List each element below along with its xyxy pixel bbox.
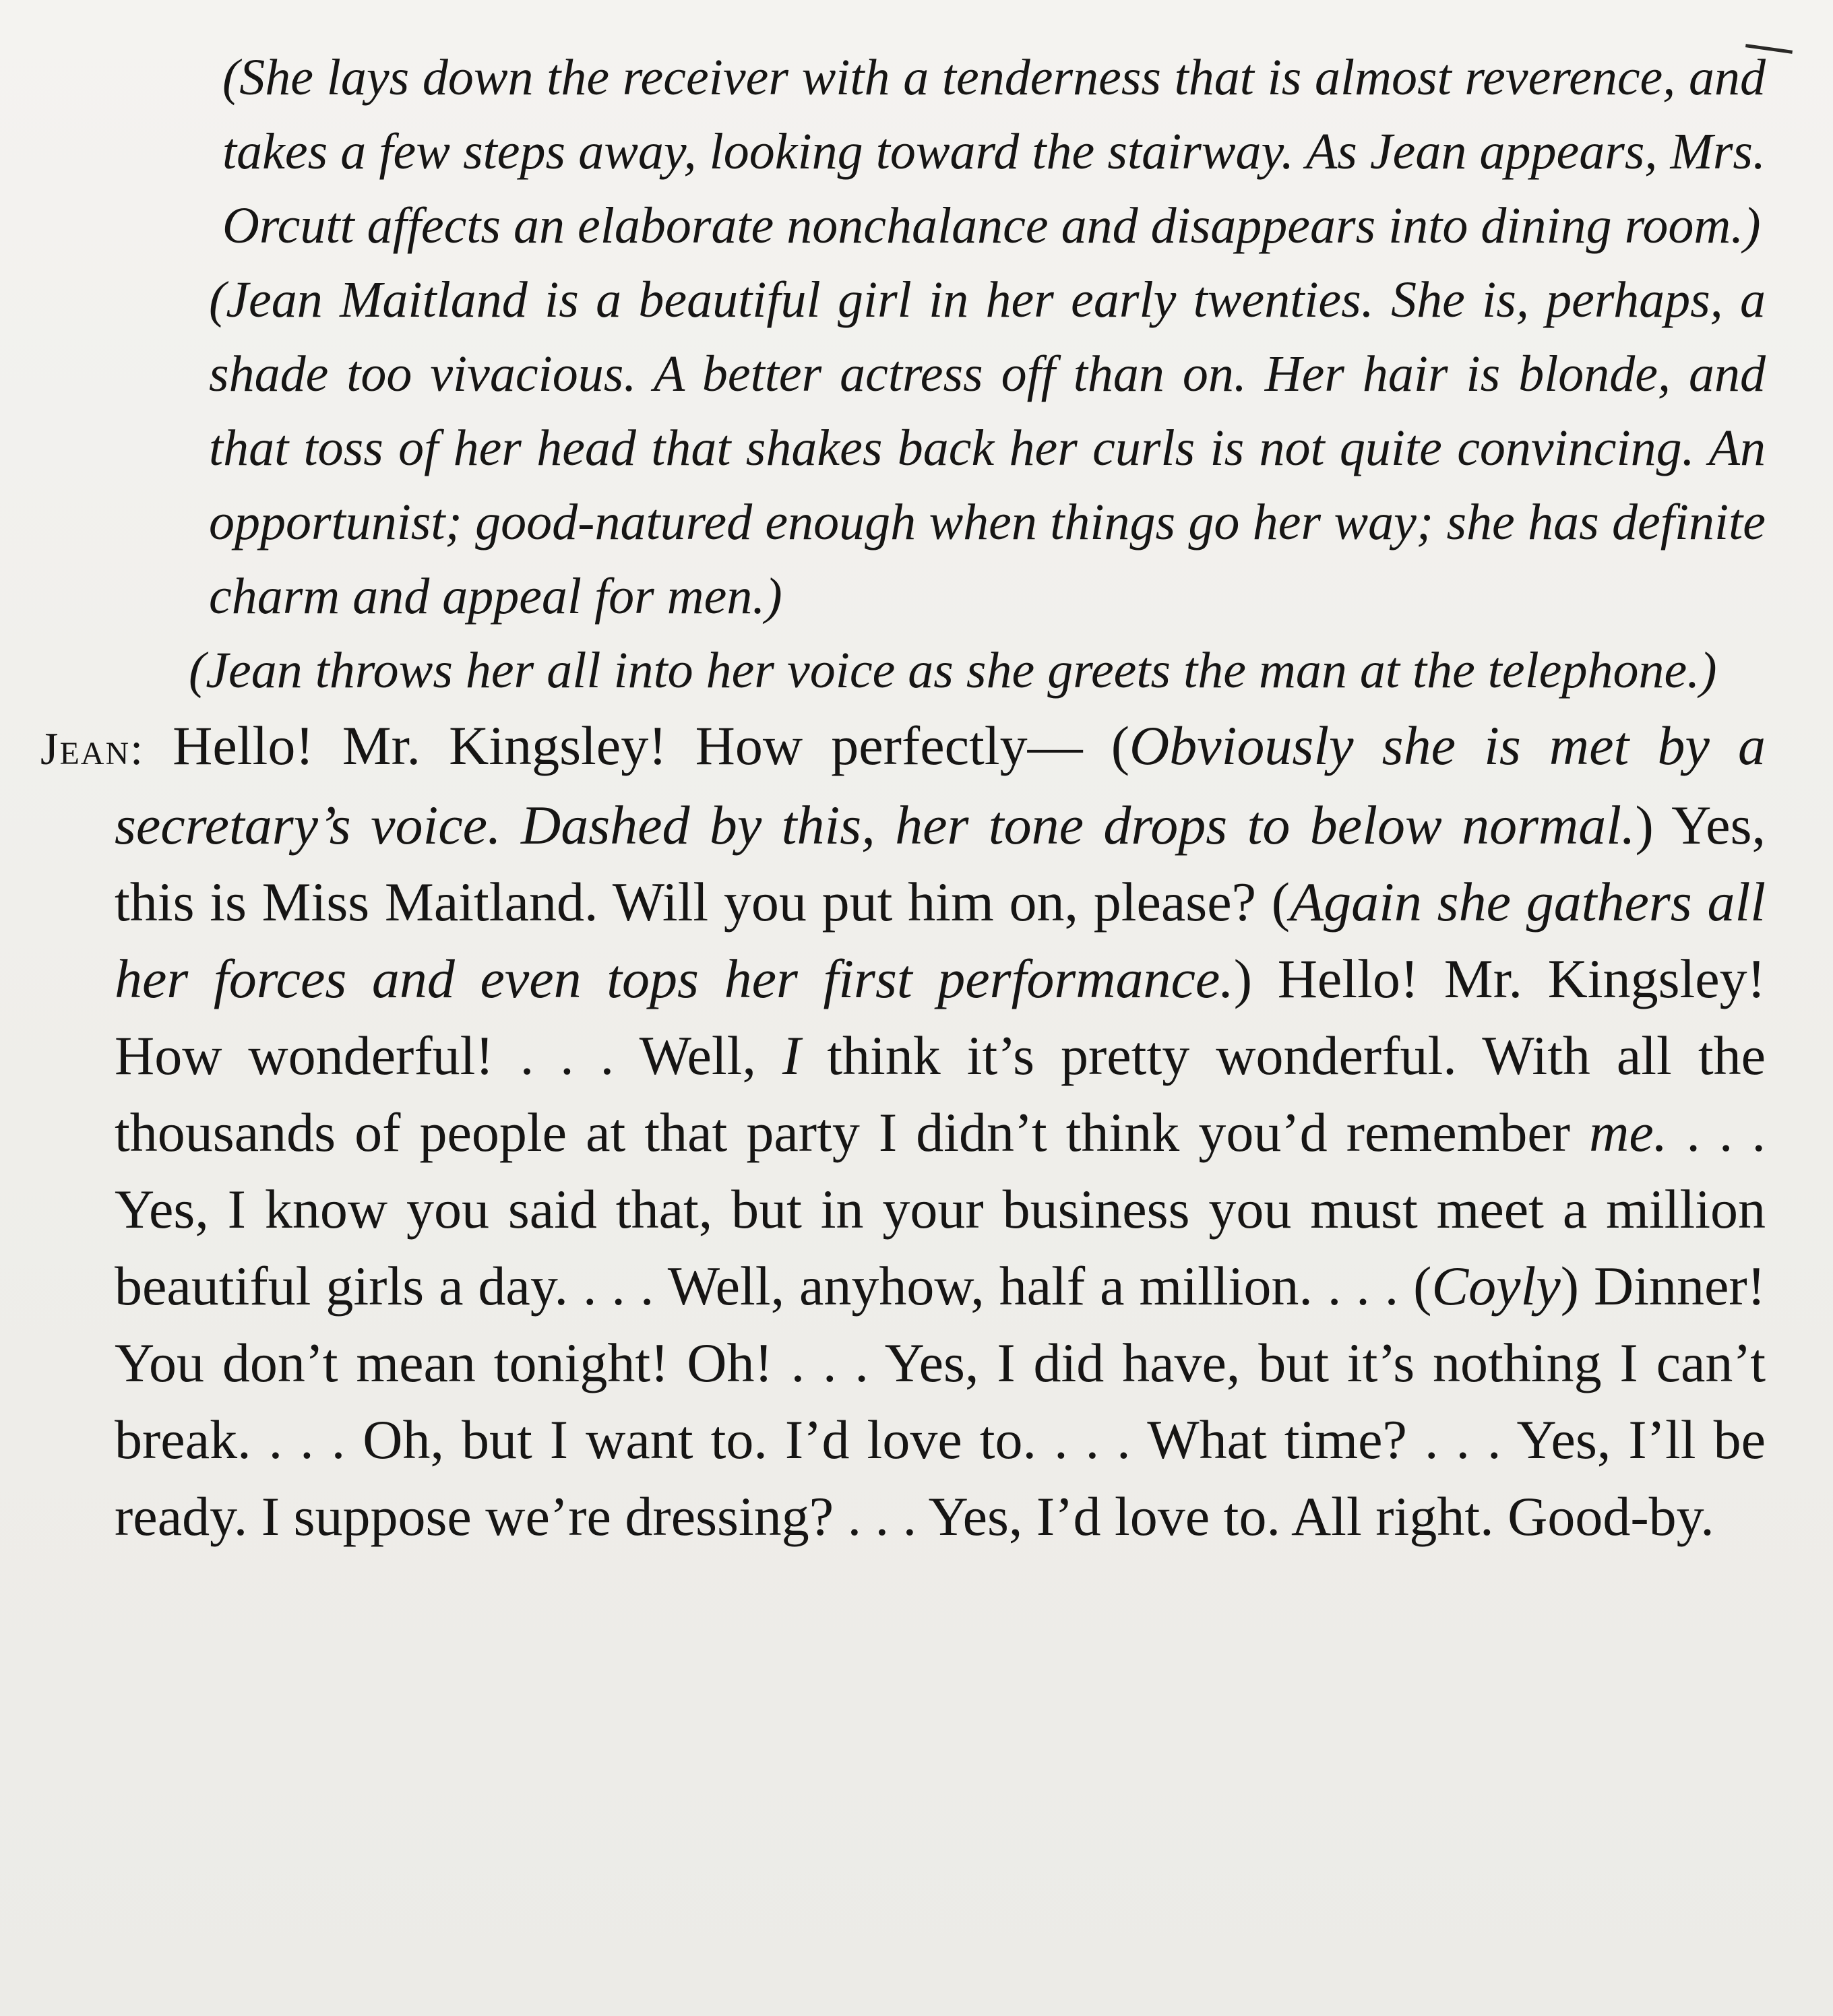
dialogue-text: . . . Yes, I know you said that, but in your business you must meet a million beautiful girls a day. . . . Well, anyhow, half a million. . . . ( [115, 1102, 1766, 1317]
script-text [40, 40, 1766, 1555]
dialogue-text: ) Hello! Mr. Kingsley! How wonderful! . . . Well, [115, 948, 1766, 1086]
emphasis: me. [1589, 1102, 1668, 1163]
inline-direction: Again she gathers all her forces and even tops her first performance. [115, 871, 1766, 1009]
dialogue-text: Hello! Mr. Kingsley! How perfectly— ( [144, 715, 1130, 776]
inline-direction: Obviously she is met by a secretary’s voice. Dashed by this, her tone drops to below normal. [115, 715, 1766, 856]
stage-direction: (She lays down the receiver with a tenderness that is almost reverence, and takes a few steps away, looking toward the stairway. As Jean appears, Mrs. Orcutt affects an elaborate nonchalance and disappears into dining room.) [222, 49, 1766, 254]
emphasis: I [782, 1025, 801, 1086]
dialogue-text: think it’s pretty wonderful. With all the thousands of people at that party I didn’t think you’d remember [115, 1025, 1766, 1163]
inline-direction: Coyly [1431, 1255, 1561, 1317]
stage-direction: (Jean throws her all into her voice as she greets the man at the telephone.) [189, 642, 1717, 699]
dialogue-text: ) Dinner! You don’t mean tonight! Oh! . . . Yes, I did have, but it’s nothing I can’t break. . . . Oh, but I want to. I’d love to. . . . What time? . . . Yes, I’ll be ready. I suppose we’re dressing? . . . Yes, I’d love to. All right. Good-by. [115, 1255, 1766, 1547]
dialogue-jean [40, 707, 1766, 1555]
speaker-name: Jean: [40, 723, 145, 774]
dialogue-text: ) Yes, this is Miss Maitland. Will you put him on, please? ( [115, 794, 1766, 933]
character-description: (Jean Maitland is a beautiful girl in her early twenties. She is, perhaps, a shade too vivacious. A better actress off than on. Her hair is blonde, and that toss of her head that shakes back her curls is not quite convincing. An opportunist; good-natured enough when things go her way; she has definite charm and appeal for men.) [209, 272, 1766, 625]
